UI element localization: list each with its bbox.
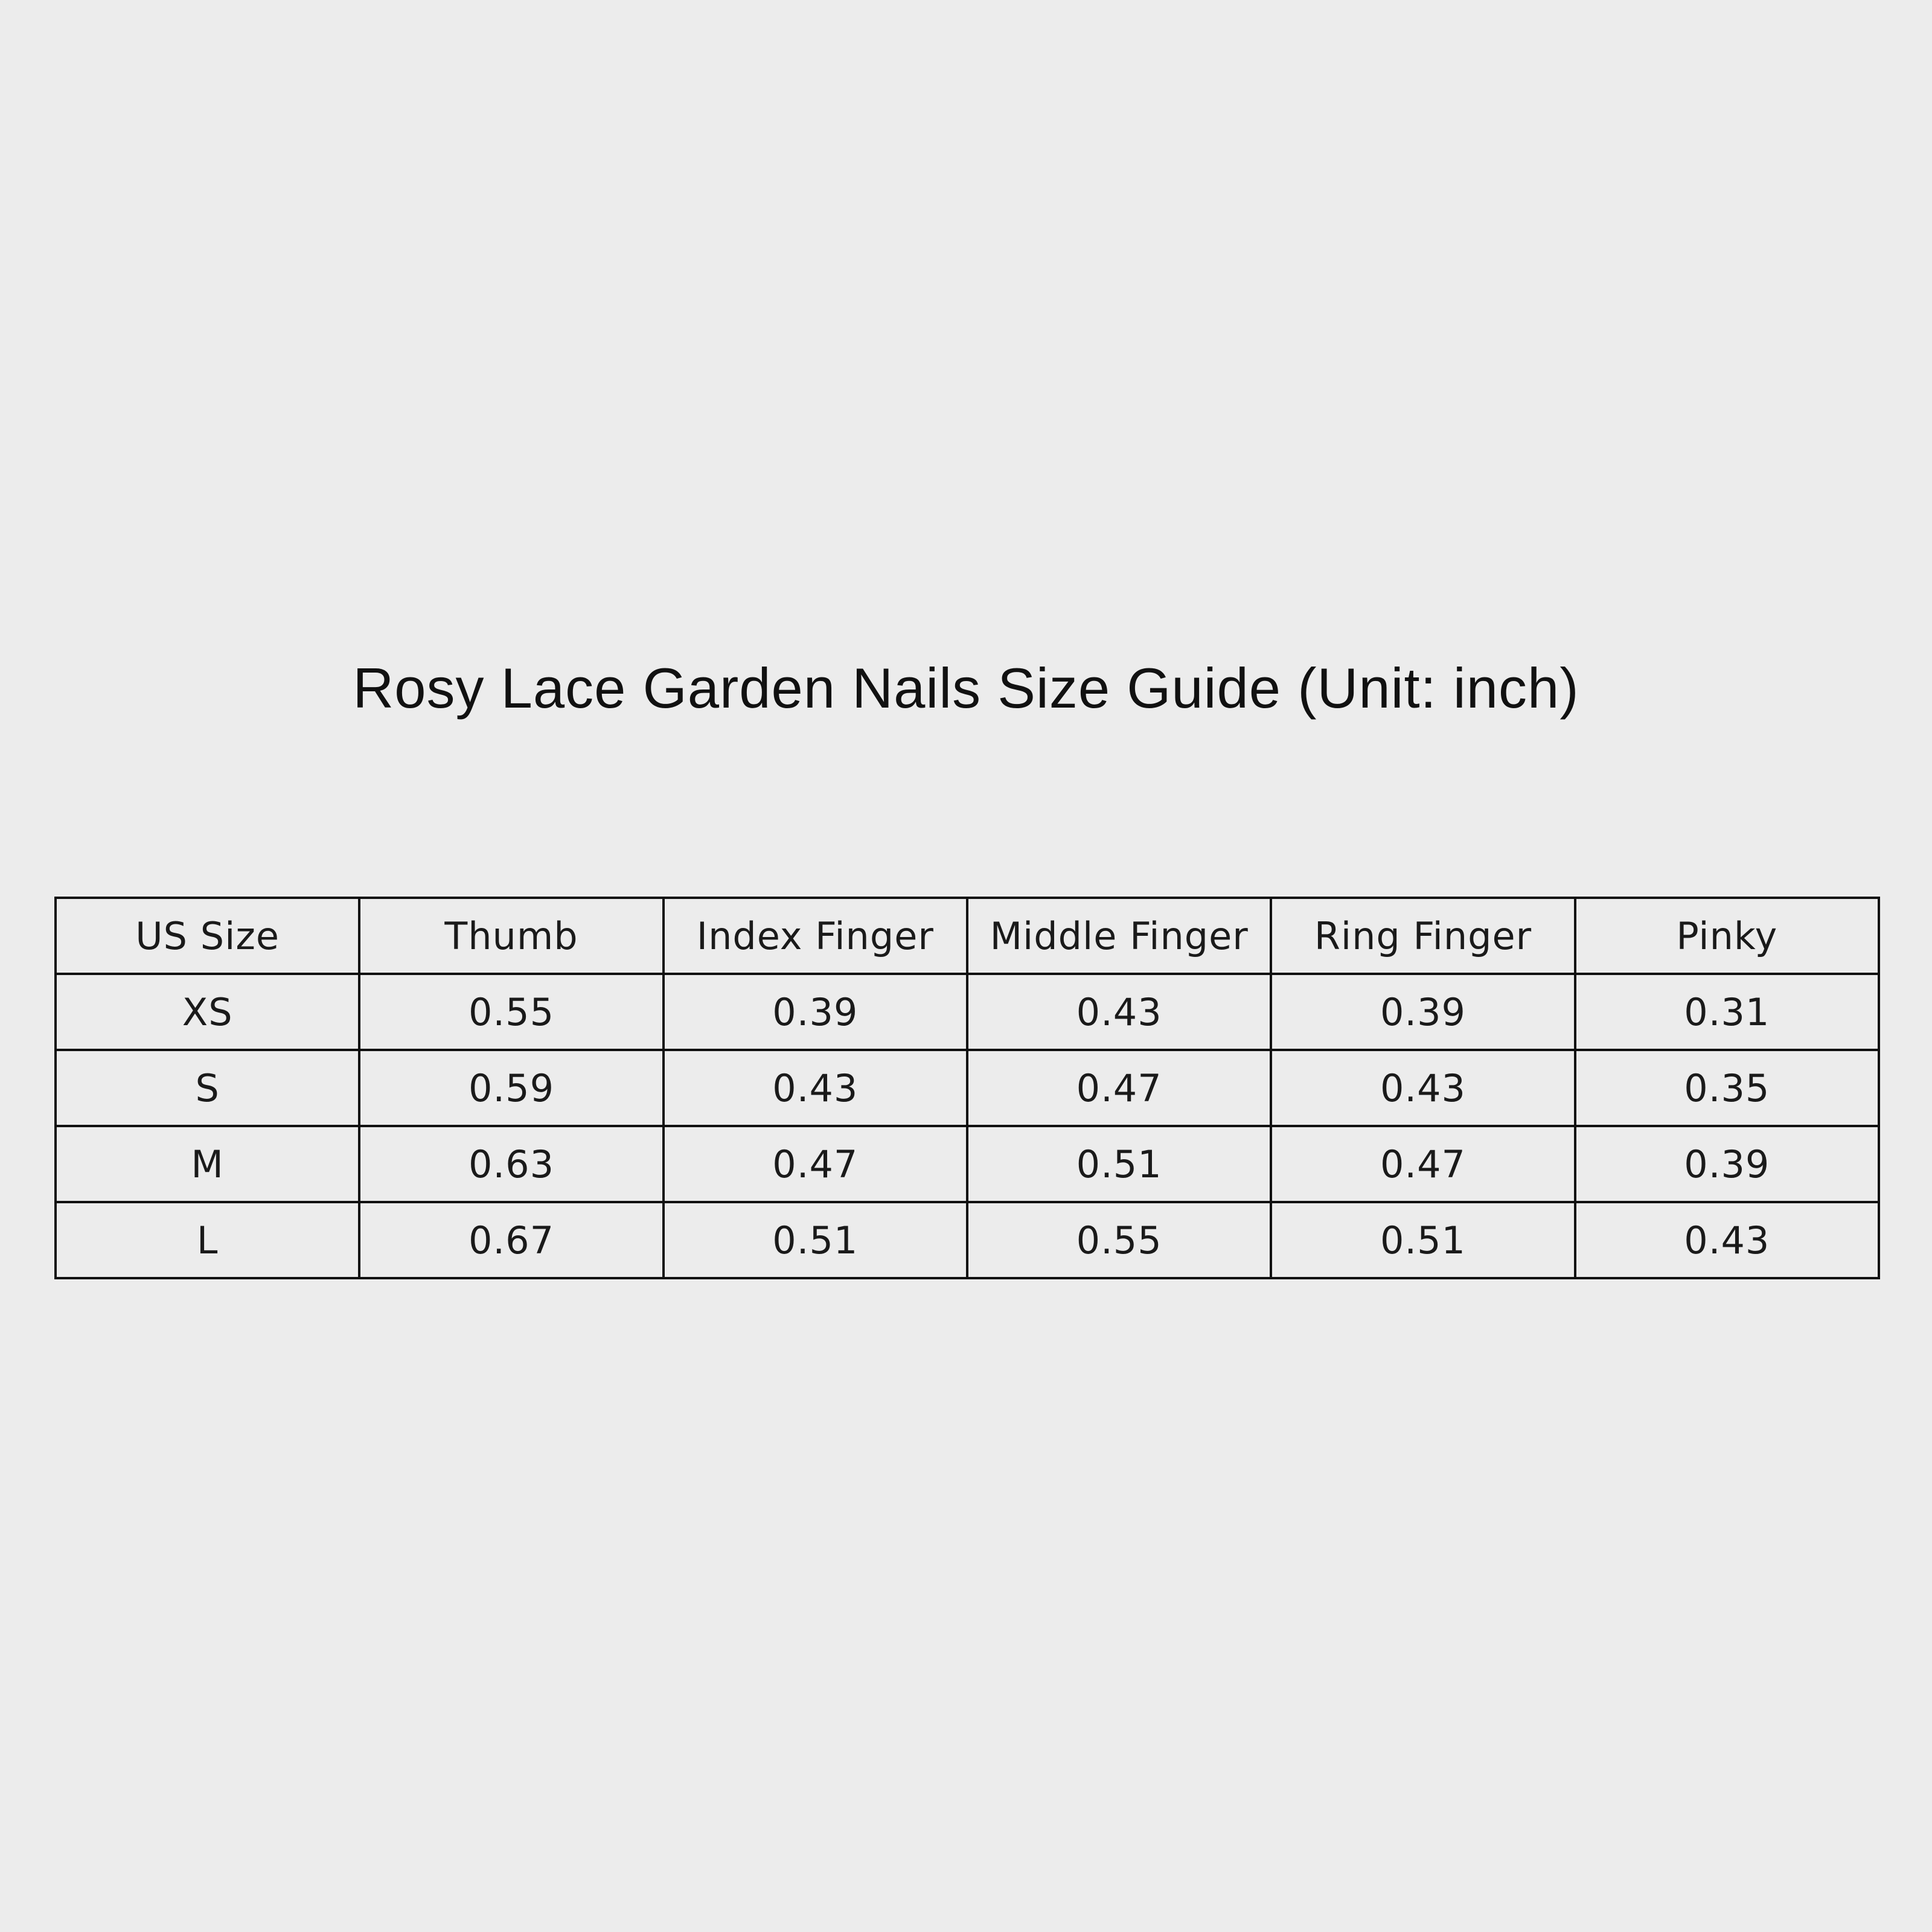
ring-finger-cell: 0.51	[1271, 1202, 1575, 1278]
column-header-middle-finger: Middle Finger	[967, 898, 1271, 974]
table-row	[56, 974, 1879, 1050]
table-row	[56, 1050, 1879, 1126]
thumb-cell: 0.59	[359, 1050, 663, 1126]
size-cell: L	[56, 1202, 359, 1278]
table-row	[56, 1126, 1879, 1202]
page-title: Rosy Lace Garden Nails Size Guide (Unit: inch)	[353, 656, 1579, 720]
index-finger-cell: 0.43	[664, 1050, 967, 1126]
column-header-index-finger: Index Finger	[664, 898, 967, 974]
size-cell: XS	[56, 974, 359, 1050]
table-header-row	[56, 898, 1879, 974]
middle-finger-cell: 0.51	[967, 1126, 1271, 1202]
middle-finger-cell: 0.47	[967, 1050, 1271, 1126]
ring-finger-cell: 0.47	[1271, 1126, 1575, 1202]
thumb-cell: 0.63	[359, 1126, 663, 1202]
ring-finger-cell: 0.43	[1271, 1050, 1575, 1126]
thumb-cell: 0.67	[359, 1202, 663, 1278]
size-guide-table	[54, 897, 1880, 1279]
column-header-us-size: US Size	[56, 898, 359, 974]
pinky-cell: 0.31	[1575, 974, 1879, 1050]
column-header-thumb: Thumb	[359, 898, 663, 974]
column-header-pinky: Pinky	[1575, 898, 1879, 974]
size-cell: M	[56, 1126, 359, 1202]
middle-finger-cell: 0.43	[967, 974, 1271, 1050]
pinky-cell: 0.35	[1575, 1050, 1879, 1126]
size-cell: S	[56, 1050, 359, 1126]
index-finger-cell: 0.51	[664, 1202, 967, 1278]
table-row	[56, 1202, 1879, 1278]
thumb-cell: 0.55	[359, 974, 663, 1050]
pinky-cell: 0.43	[1575, 1202, 1879, 1278]
index-finger-cell: 0.39	[664, 974, 967, 1050]
column-header-ring-finger: Ring Finger	[1271, 898, 1575, 974]
middle-finger-cell: 0.55	[967, 1202, 1271, 1278]
ring-finger-cell: 0.39	[1271, 974, 1575, 1050]
pinky-cell: 0.39	[1575, 1126, 1879, 1202]
index-finger-cell: 0.47	[664, 1126, 967, 1202]
